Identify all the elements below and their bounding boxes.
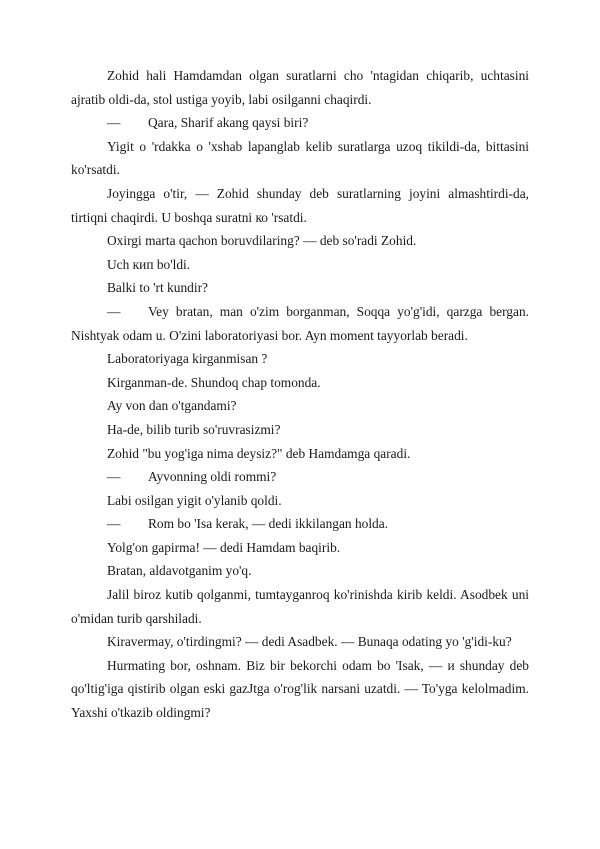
body-text	[71, 64, 529, 725]
paragraph: Uch кип bo'ldi.	[107, 256, 191, 272]
paragraph: Balki to 'rt kundir?	[107, 280, 208, 296]
dash-mark: —	[107, 516, 121, 532]
dialogue-text: Vey bratan, man o'zim borganman, Soqqa yo'g'idi, qarzga bergan. Nishtyak odam u. O'zini laboratoriyasi bor. Ayn moment tayyorlab beradi.	[71, 303, 529, 343]
dialogue-text: Qara, Sharif akang qaysi biri?	[148, 115, 309, 131]
dash-mark: —	[107, 303, 121, 319]
paragraph: Joyingga o'tir, — Zohid shunday deb suratlarning joyini almashtirdi-da, tirtiqni chaqirdi. U boshqa suratni ко 'rsatdi.	[71, 185, 529, 225]
paragraph: Labi osilgan yigit o'ylanib qoldi.	[107, 492, 282, 508]
paragraph: Bratan, aldavotganim yo'q.	[107, 563, 252, 579]
dialogue-line	[71, 300, 529, 347]
paragraph: Hurmating bor, oshnam. Biz bir bekorchi odam bo 'Isak, — и shunday deb qo'ltig'iga qistirib olgan eski gazJtga o'rog'lik narsani uzatdi. — To'yga kelolmadim. Yaxshi o'tkazib oldingmi?	[71, 657, 529, 721]
paragraph: Zohid hali Hamdamdan olgan suratlarni cho 'ntagidan chiqarib, uchtasini ajratib oldi-da, stol ustiga yoyib, labi osilganni chaqirdi.	[71, 68, 529, 107]
paragraph: Ay von dan o'tgandami?	[107, 398, 237, 414]
dialogue-line	[71, 465, 529, 489]
paragraph: Laboratoriyaga kirganmisan ?	[107, 351, 268, 367]
paragraph: Zohid "bu yog'iga nima deysiz?" deb Hamdamga qaradi.	[107, 445, 411, 461]
dash-mark: —	[107, 115, 121, 131]
paragraph: Kiravermay, o'tirdingmi? — dedi Asadbek. — Bunaqa odating yo 'g'idi-ku?	[107, 634, 512, 650]
paragraph: Yigit o 'rdakka o 'xshab lapanglab kelib suratlarga uzoq tikildi-da, bittasini ko'rsatdi.	[71, 138, 529, 178]
paragraph: Kirganman-de. Shundoq chap tomonda.	[107, 374, 321, 390]
dialogue-text: Rom bo 'Isa kerak, — dedi ikkilangan holda.	[148, 516, 389, 532]
dash-mark: —	[107, 469, 121, 485]
paragraph: Ha-de, bilib turib so'ruvrasizmi?	[107, 421, 281, 437]
dialogue-line	[71, 111, 529, 135]
paragraph: Yolg'on gapirma! — dedi Hamdam baqirib.	[107, 539, 341, 555]
paragraph: Jalil biroz kutib qolganmi, tumtayganroq ko'rinishda kirib keldi. Asodbek uni o'midan turib qarshiladi.	[71, 587, 529, 626]
paragraph: Oxirgi marta qachon boruvdilaring? — deb so'radi Zohid.	[107, 233, 417, 249]
dialogue-text: Ayvonning oldi rommi?	[148, 469, 277, 485]
dialogue-line	[71, 512, 529, 536]
